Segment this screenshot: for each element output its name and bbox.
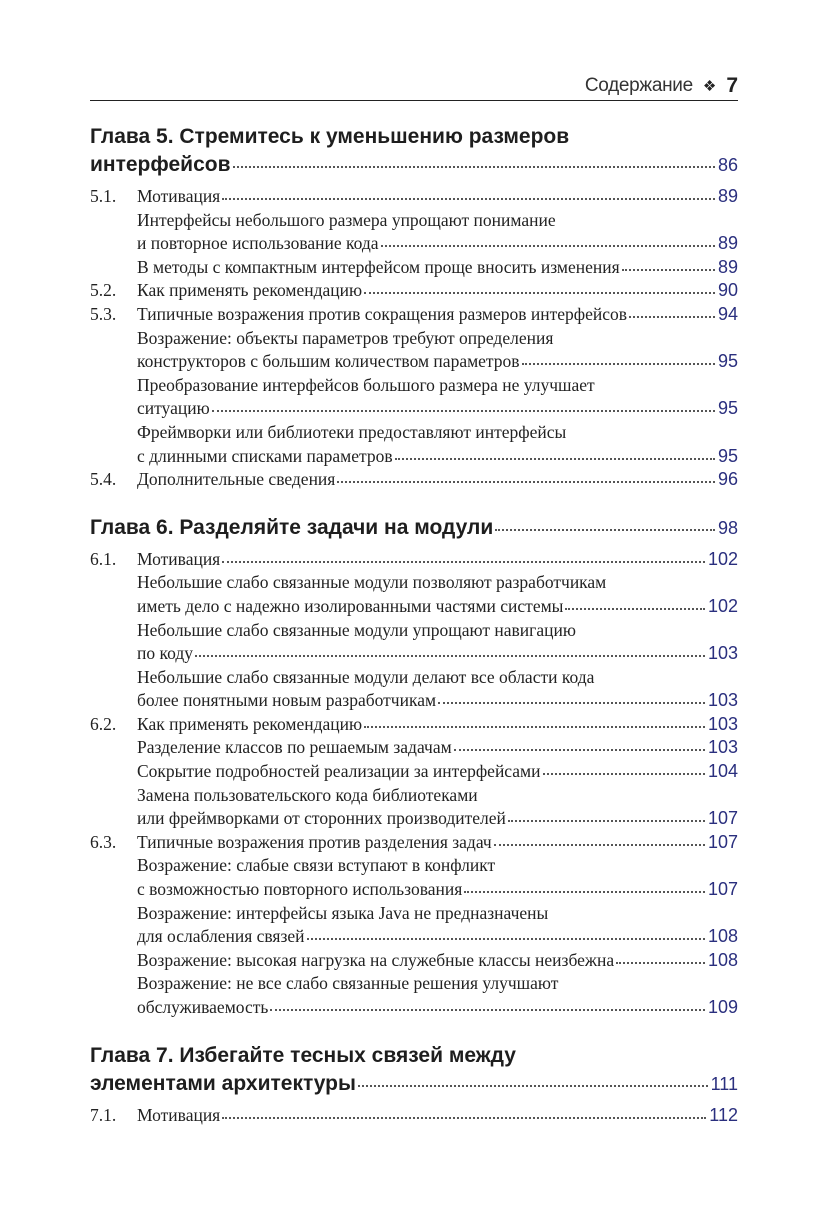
dot-leader: [233, 166, 715, 168]
entry-last-line: [137, 445, 738, 469]
page-number[interactable]: 111: [710, 1073, 738, 1094]
dot-leader: [494, 844, 705, 846]
entry-last-line: [137, 232, 738, 256]
dot-leader: [364, 292, 715, 294]
dot-leader: [464, 891, 705, 893]
page-number[interactable]: 89: [717, 256, 738, 277]
entry-title-line: Небольшие слабо связанные модули упрощают навигацию: [137, 619, 576, 640]
entry-last-line: [137, 548, 738, 572]
entry-body: [137, 831, 738, 855]
page-number[interactable]: 94: [717, 303, 738, 324]
entry-body: [137, 902, 738, 949]
entry-body: [137, 185, 738, 209]
entry-title-line: Глава 6. Разделяйте задачи на модули: [90, 515, 494, 539]
toc-sub[interactable]: [90, 972, 738, 1019]
page-number[interactable]: 96: [717, 469, 738, 490]
dot-leader: [622, 269, 715, 271]
page-number[interactable]: 89: [717, 233, 738, 254]
toc-sub[interactable]: [90, 760, 738, 784]
dot-leader: [508, 820, 705, 822]
toc-section[interactable]: [90, 548, 738, 572]
toc-chapter[interactable]: [90, 514, 738, 542]
entry-title-line: и повторное использование кода: [137, 233, 379, 254]
header-title: Содержание: [584, 75, 693, 96]
dot-leader: [565, 608, 705, 610]
toc-sub[interactable]: [90, 327, 738, 374]
entry-body: [137, 303, 738, 327]
toc-section[interactable]: [90, 831, 738, 855]
section-number: 5.1.: [90, 186, 117, 206]
entry-body: [137, 713, 738, 737]
entry-title-line: Сокрытие подробностей реализации за интерфейсами: [137, 761, 541, 782]
entry-title-line: Глава 5. Стремитесь к уменьшению размеров: [90, 125, 570, 148]
toc-section[interactable]: [90, 303, 738, 327]
dot-leader: [629, 316, 715, 318]
entry-title-line: конструкторов с большим количеством параметров: [137, 351, 520, 372]
dot-leader: [454, 749, 705, 751]
entry-last-line: [137, 807, 738, 831]
entry-title-line: Возражение: интерфейсы языка Java не предназначены: [137, 902, 549, 923]
entry-last-line: [137, 760, 738, 784]
page-number[interactable]: 103: [707, 643, 738, 664]
entry-last-line: [137, 1104, 738, 1128]
entry-last-line: [137, 595, 738, 619]
entry-last-line: [137, 713, 738, 737]
entry-body: [137, 1104, 738, 1128]
page-number[interactable]: 103: [707, 690, 738, 711]
entry-title-line: Мотивация: [137, 186, 221, 206]
section-number: 6.3.: [90, 831, 117, 852]
entry-last-line: [90, 514, 738, 542]
dot-leader: [522, 363, 715, 365]
header-page-number: 7: [726, 74, 738, 97]
entry-last-line: [137, 689, 738, 713]
toc-chapter[interactable]: [90, 123, 738, 179]
page-number[interactable]: 98: [717, 517, 738, 538]
toc-section[interactable]: [90, 468, 738, 492]
entry-title-line: с возможностью повторного использования: [137, 879, 463, 900]
dot-leader: [381, 245, 715, 247]
entry-title-line: более понятными новым разработчикам: [137, 690, 437, 711]
toc-sub[interactable]: [90, 736, 738, 760]
entry-last-line: [137, 303, 738, 327]
entry-title-line: элементами архитектуры: [90, 1071, 356, 1095]
toc-sub[interactable]: [90, 571, 738, 618]
entry-title-line: Разделение классов по решаемым задачам: [137, 737, 452, 758]
entry-title-line: Как применять рекомендацию: [137, 280, 363, 301]
entry-body: [137, 784, 738, 831]
toc-sub[interactable]: [90, 421, 738, 468]
page-number[interactable]: 95: [717, 351, 738, 372]
entry-title-line: Небольшие слабо связанные модули позволяют разработчикам: [137, 572, 607, 593]
page-number[interactable]: 104: [707, 761, 738, 782]
page-number[interactable]: 107: [707, 831, 738, 852]
entry-title-line: Преобразование интерфейсов большого размера не улучшает: [137, 374, 595, 395]
entry-last-line: [137, 996, 738, 1020]
table-of-contents: [90, 123, 738, 1127]
section-number: 5.3.: [90, 303, 117, 324]
running-header: [90, 72, 738, 101]
page-number[interactable]: 112: [709, 1104, 738, 1125]
dot-leader: [307, 938, 705, 940]
entry-body: [137, 374, 738, 421]
toc-sub[interactable]: [90, 256, 738, 280]
entry-body: [137, 972, 738, 1019]
entry-body: [137, 256, 738, 280]
dot-leader: [358, 1085, 708, 1087]
dot-leader: [364, 726, 705, 728]
dot-leader: [616, 962, 705, 964]
entry-last-line: [137, 468, 738, 492]
entry-title-line: Интерфейсы небольшого размера упрощают понимание: [137, 209, 556, 230]
dot-leader: [212, 410, 715, 412]
page-number[interactable]: 108: [707, 926, 738, 947]
entry-title-line: Дополнительные сведения: [137, 469, 336, 490]
entry-body: [137, 327, 738, 374]
section-number: 5.4.: [90, 469, 117, 490]
dot-leader: [222, 1117, 706, 1119]
entry-title-line: обслуживаемость: [137, 997, 269, 1017]
entry-last-line: [137, 350, 738, 374]
entry-body: [137, 949, 738, 973]
toc-sub[interactable]: [90, 666, 738, 713]
page-number[interactable]: 108: [707, 949, 738, 970]
entry-body: [137, 279, 738, 303]
page-number[interactable]: 107: [707, 808, 738, 829]
entry-last-line: [137, 185, 738, 209]
entry-title-line: Замена пользовательского кода библиотеками: [137, 784, 478, 805]
entry-title-line: Мотивация: [137, 1104, 221, 1125]
toc-sub[interactable]: [90, 209, 738, 256]
entry-body: [137, 619, 738, 666]
dot-leader: [395, 458, 715, 460]
entry-title-line: Типичные возражения против разделения задач: [137, 831, 492, 852]
entry-title-line: или фреймворками от сторонних производителей: [137, 808, 506, 829]
entry-body: [137, 548, 738, 572]
entry-title-line: Глава 7. Избегайте тесных связей между: [90, 1043, 516, 1067]
page-number[interactable]: 89: [717, 186, 738, 206]
ornament-icon: ❖: [702, 78, 717, 95]
entry-body: [137, 854, 738, 901]
entry-title-line: для ослабления связей: [137, 926, 305, 947]
dot-leader: [270, 1009, 705, 1011]
entry-title-line: Возражение: объекты параметров требуют определения: [137, 327, 554, 348]
toc-sub[interactable]: [90, 374, 738, 421]
entry-body: [137, 760, 738, 784]
entry-title-line: Как применять рекомендацию: [137, 713, 363, 734]
toc-chapter[interactable]: [90, 1042, 738, 1098]
entry-title-line: Типичные возражения против сокращения размеров интерфейсов: [137, 303, 628, 324]
toc-sub[interactable]: [90, 949, 738, 973]
page-number[interactable]: 109: [707, 997, 738, 1017]
section-number: 6.2.: [90, 713, 117, 734]
entry-title-line: Возражение: высокая нагрузка на служебные классы неизбежна: [137, 949, 615, 970]
section-number: 5.2.: [90, 280, 117, 301]
entry-last-line: [137, 831, 738, 855]
entry-last-line: [137, 878, 738, 902]
entry-last-line: [137, 925, 738, 949]
page-number[interactable]: 95: [717, 445, 738, 466]
entry-title-line: Небольшие слабо связанные модули делают все области кода: [137, 666, 595, 687]
dot-leader: [543, 773, 705, 775]
dot-leader: [195, 655, 705, 657]
entry-title-line: Возражение: слабые связи вступают в конфликт: [137, 855, 496, 876]
page-number[interactable]: 107: [707, 879, 738, 900]
entry-last-line: [137, 949, 738, 973]
toc-section[interactable]: [90, 1104, 738, 1128]
toc-sub[interactable]: [90, 854, 738, 901]
entry-body: [137, 468, 738, 492]
page-number[interactable]: 90: [717, 280, 738, 301]
entry-last-line: [137, 256, 738, 280]
entry-body: [137, 666, 738, 713]
entry-body: [137, 571, 738, 618]
entry-title-line: Мотивация: [137, 548, 221, 569]
toc-section[interactable]: [90, 713, 738, 737]
page-number[interactable]: 95: [717, 398, 738, 419]
dot-leader: [222, 198, 715, 200]
toc-sub[interactable]: [90, 619, 738, 666]
dot-leader: [438, 702, 705, 704]
entry-title-line: Возражение: не все слабо связанные решения улучшают: [137, 973, 559, 994]
entry-last-line: [137, 397, 738, 421]
entry-title-line: Фреймворки или библиотеки предоставляют интерфейсы: [137, 421, 567, 442]
toc-section[interactable]: [90, 185, 738, 209]
entry-last-line: [137, 736, 738, 760]
page-number[interactable]: 103: [707, 737, 738, 758]
toc-sub[interactable]: [90, 902, 738, 949]
section-number: 6.1.: [90, 548, 117, 569]
entry-last-line: [137, 642, 738, 666]
entry-title-line: иметь дело с надежно изолированными частями системы: [137, 595, 564, 616]
toc-section[interactable]: [90, 279, 738, 303]
entry-title-line: с длинными списками параметров: [137, 445, 393, 466]
dot-leader: [495, 529, 715, 531]
entry-body: [137, 421, 738, 468]
page-number[interactable]: 102: [707, 548, 738, 569]
entry-last-line: [90, 1070, 738, 1098]
page-number[interactable]: 86: [717, 155, 738, 175]
dot-leader: [222, 561, 705, 563]
entry-title-line: интерфейсов: [90, 153, 231, 176]
entry-last-line: [90, 151, 738, 179]
entry-title-line: В методы с компактным интерфейсом проще вносить изменения: [137, 256, 620, 277]
entry-title-line: ситуацию: [137, 398, 210, 419]
entry-body: [137, 736, 738, 760]
entry-last-line: [137, 279, 738, 303]
toc-sub[interactable]: [90, 784, 738, 831]
dot-leader: [337, 481, 715, 483]
entry-title-line: по коду: [137, 643, 194, 664]
section-number: 7.1.: [90, 1104, 117, 1125]
page-number[interactable]: 103: [707, 713, 738, 734]
entry-body: [137, 209, 738, 256]
page-number[interactable]: 102: [707, 595, 738, 616]
